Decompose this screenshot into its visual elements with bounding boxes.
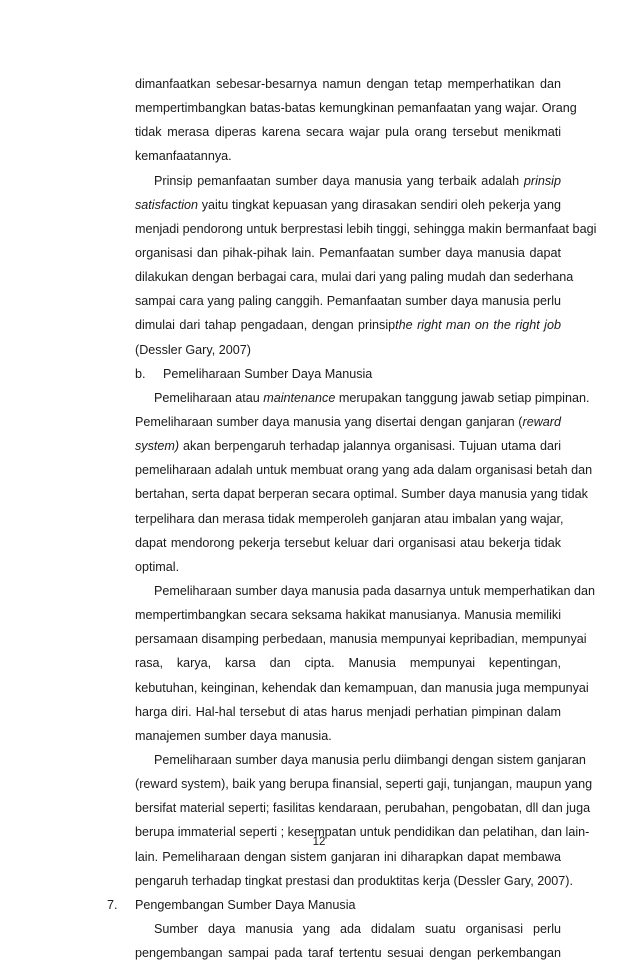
emphasis-maintenance: maintenance	[263, 390, 336, 405]
text-line	[135, 169, 561, 193]
text-line: pengembangan sampai pada taraf tertentu sesuai dengan perkembangan	[135, 946, 561, 961]
text-line: berupa immaterial seperti ; kesempatan untuk pendidikan dan pelatihan, dan lain-	[135, 825, 590, 840]
text-line: lain. Pemeliharaan dengan sistem ganjaran ini diharapkan dapat membawa	[135, 849, 561, 864]
text-line: tidak merasa diperas karena secara wajar pula orang tersebut menikmati	[135, 125, 561, 140]
text-line: Sumber daya manusia yang ada didalam suatu organisasi perlu	[154, 921, 561, 936]
section-label: 7.	[107, 897, 118, 912]
subsection-heading-b	[135, 362, 561, 386]
subsection-title: Pemeliharaan Sumber Daya Manusia	[163, 366, 373, 381]
text-run: dimulai dari tahap pengadaan, dengan prinsip	[135, 318, 396, 333]
text-line	[135, 410, 561, 434]
text-line: optimal.	[135, 559, 180, 574]
text-run: Pemeliharaan sumber daya manusia yang disertai dengan ganjaran (	[135, 414, 523, 429]
paragraph-4	[135, 579, 596, 748]
text-line: organisasi dan pihak-pihak lain. Pemanfaatan sumber daya manusia dapat	[135, 245, 561, 260]
text-line: harga diri. Hal-hal tersebut di atas harus menjadi perhatian pimpinan dalam	[135, 704, 561, 719]
emphasis-system: system)	[135, 439, 180, 454]
emphasis-prinsip: prinsip	[523, 173, 561, 188]
text-line: mempertimbangkan batas-batas kemungkinan pemanfaatan yang wajar. Orang	[135, 101, 577, 116]
text-line: sampai cara yang paling canggih. Pemanfaatan sumber daya manusia perlu	[135, 294, 561, 309]
text-line: kebutuhan, keinginan, kehendak dan kemampuan, dan manusia juga mempunyai	[135, 680, 589, 695]
paragraph-5	[135, 748, 593, 893]
page-number: 12	[312, 836, 326, 848]
text-line: persamaan disamping perbedaan, manusia mempunyai kepribadian, mempunyai	[135, 632, 587, 647]
text-run: akan berpengaruh terhadap jalannya organisasi. Tujuan utama dari	[179, 439, 561, 454]
text-line	[135, 313, 561, 337]
text-line: mempertimbangkan secara seksama hakikat manusianya. Manusia memiliki	[135, 608, 561, 623]
text-line: Pemeliharaan sumber daya manusia pada dasarnya untuk memperhatikan dan	[154, 583, 596, 598]
paragraph-3	[135, 386, 593, 579]
section-heading-7	[107, 893, 561, 917]
paragraph-1	[135, 72, 577, 169]
text-run: merupakan tanggung jawab setiap pimpinan.	[335, 390, 590, 405]
text-line: menjadi pendorong untuk berprestasi lebih tinggi, sehingga makin bermanfaat bagi	[135, 221, 597, 236]
text-line: bersifat material seperti; fasilitas kendaraan, perubahan, pengobatan, dll dan juga	[135, 801, 591, 816]
text-line	[135, 386, 590, 410]
text-line: terpelihara dan merasa tidak memperoleh ganjaran atau imbalan yang wajar,	[135, 511, 564, 526]
text-run: Prinsip pemanfaatan sumber daya manusia yang terbaik adalah	[154, 173, 524, 188]
emphasis-reward: reward	[522, 414, 561, 429]
text-line: (reward system), baik yang berupa finansial, seperti gaji, tunjangan, maupun yang	[135, 777, 593, 792]
text-line: dilakukan dengan berbagai cara, mulai dari yang paling mudah dan sederhana	[135, 270, 574, 285]
text-line: dimanfaatkan sebesar-besarnya namun dengan tetap memperhatikan dan	[135, 77, 561, 91]
subsection-label: b.	[135, 366, 146, 381]
text-line: dapat mendorong pekerja tersebut keluar dari organisasi atau bekerja tidak	[135, 535, 561, 550]
text-line: Pemeliharaan sumber daya manusia perlu diimbangi dengan sistem ganjaran	[154, 752, 586, 767]
section-title: Pengembangan Sumber Daya Manusia	[135, 897, 356, 912]
text-line: rasa, karya, karsa dan cipta. Manusia mempunyai kepentingan,	[135, 656, 561, 671]
body-text	[107, 72, 597, 965]
text-line: bertahan, serta dapat berperan secara optimal. Sumber daya manusia yang tidak	[135, 487, 588, 502]
text-line	[135, 193, 561, 217]
text-line: kemanfaatannya.	[135, 149, 232, 164]
text-line: pengaruh terhadap tingkat prestasi dan produktitas kerja (Dessler Gary, 2007).	[135, 873, 573, 888]
text-run: yaitu tingkat kepuasan yang dirasakan sendiri oleh pekerja yang	[198, 197, 561, 212]
citation: (Dessler Gary, 2007)	[135, 342, 251, 357]
text-run: Pemeliharaan atau	[154, 390, 264, 405]
emphasis-right-man: the right man on the right job	[395, 318, 561, 333]
text-line: manajemen sumber daya manusia.	[135, 728, 332, 743]
paragraph-6	[135, 917, 561, 965]
text-line: pemeliharaan adalah untuk membuat orang yang ada dalam organisasi betah dan	[135, 463, 593, 478]
paragraph-2	[135, 169, 597, 362]
emphasis-satisfaction: satisfaction	[135, 197, 198, 212]
text-line	[135, 434, 561, 458]
